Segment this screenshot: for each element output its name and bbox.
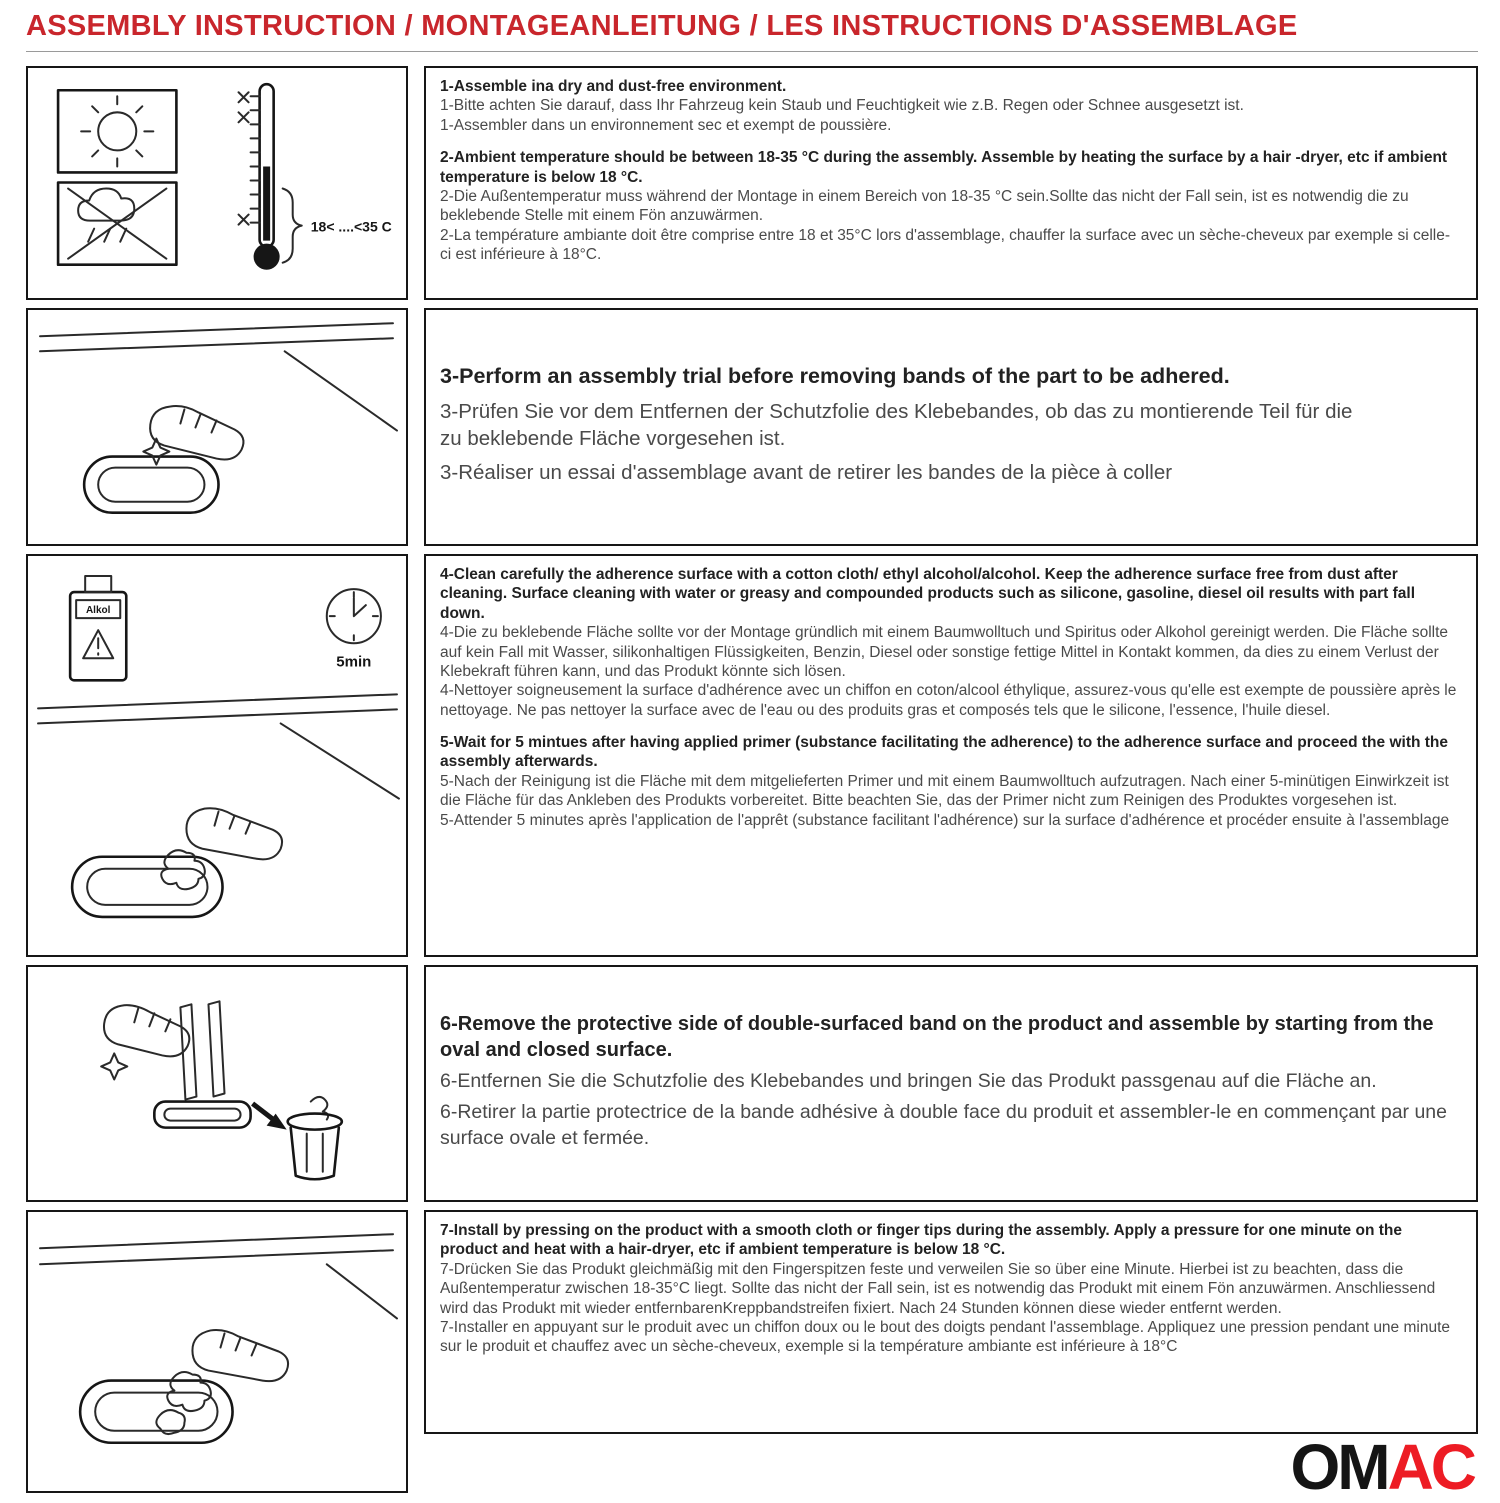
trim-part-oval	[72, 857, 222, 917]
illustration-assembly-trial	[26, 308, 408, 546]
row-step-6	[26, 965, 1478, 1202]
step-7-de: 7-Drücken Sie das Produkt gleichmäßig mit den Fingerspitzen feste und verweilen Sie so über eine Minute. Hierbei ist zu beachten, dass die Außentemperatur zwischen 18-35°C liegt. Sollte das nicht der Fall sein, ist es notwendig das Produkt mit einem Fön anzuwärmen. Anschliessend wird das Produkt mit wieder entfernbarenKreppbandstreifen fixiert. Nach 24 Stunden können diese wieder entfernt werden.	[440, 1260, 1436, 1317]
textbox-step-7	[424, 1210, 1478, 1434]
hand-icon	[101, 1005, 189, 1079]
logo-a: A	[1387, 1431, 1431, 1503]
step-5	[440, 733, 1460, 830]
clock-icon	[327, 589, 381, 670]
illustration-environment-temperature	[26, 66, 408, 300]
row-step-7	[26, 1210, 1478, 1503]
tape-strips	[180, 1001, 224, 1099]
row-step-1-2	[26, 66, 1478, 300]
logo-om: OM	[1290, 1431, 1388, 1503]
illustration-press-install	[26, 1210, 408, 1493]
step-7	[440, 1221, 1460, 1357]
remove-band-drawing	[28, 967, 406, 1200]
brand-footer	[424, 1431, 1478, 1503]
press-install-drawing	[28, 1212, 406, 1491]
step-2-en: 2-Ambient temperature should be between 18-35 °C during the assembly. Assemble by heating the surface by a hair -dryer, etc if ambient temperature is below 18 °C.	[440, 149, 1448, 186]
step-6-en: 6-Remove the protective side of double-surfaced band on the product and assemble by starting from the oval and closed surface.	[440, 1012, 1434, 1061]
step-3-en: 3-Perform an assembly trial before removing bands of the part to be adhered.	[440, 364, 1230, 389]
textbox-step-1-2	[424, 66, 1478, 300]
textbox-step-6	[424, 965, 1478, 1202]
row-step-4-5	[26, 554, 1478, 957]
step-6-de: 6-Entfernen Sie die Schutzfolie des Klebebandes und bringen Sie das Produkt passgenau auf die Fläche an.	[440, 1069, 1377, 1092]
step-4	[440, 565, 1460, 720]
omac-logo	[1290, 1431, 1474, 1503]
step-7-column	[424, 1210, 1478, 1503]
logo-c: C	[1430, 1431, 1474, 1503]
step-6	[440, 1011, 1460, 1157]
step-4-en: 4-Clean carefully the adherence surface with a cotton cloth/ ethyl alcohol/alcohol. Keep the adherence surface free from dust after cleaning. Surface cleaning with water or greasy and compounded products such as silicone, gasoline, diesel oil results with part fall down.	[440, 566, 1416, 622]
step-2-fr: 2-La température ambiante doit être comprise entre 18 et 35°C lors d'assemblage, chauffer la surface avec un sèche-cheveux par exemple si celle-ci est inférieure à 18°C.	[440, 226, 1451, 263]
wait-time-label: 5min	[336, 653, 372, 671]
textbox-step-4-5	[424, 554, 1478, 957]
step-6-fr: 6-Retirer la partie protectrice de la bande adhésive à double face du produit et assembler-le en commençant par une surface ovale et fermée.	[440, 1101, 1448, 1149]
row-step-3	[26, 308, 1478, 546]
trash-can-icon	[288, 1097, 342, 1179]
assembly-trial-drawing	[28, 310, 406, 544]
step-5-de: 5-Nach der Reinigung ist die Fläche mit dem mitgelieferten Primer und mit einem Baumwolltuch aufzutragen. Nach einer 5-minütigen Einwirkzeit ist die Fläche für das Ankleben des Produkts vorbereitet. Bitte beachten Sie, das der Primer nicht zum Reinigen des Produktes vorgesehen ist.	[440, 772, 1449, 810]
step-3-fr: 3-Réaliser un essai d'assemblage avant de retirer les bandes de la pièce à coller	[440, 460, 1173, 484]
door-trim-lines	[38, 694, 399, 798]
alcohol-label: Alkol	[85, 605, 111, 617]
step-5-fr: 5-Attender 5 minutes après l'application de l'apprêt (substance facilitant l'adhérence) sur la surface d'adhérence et procéder ensuite à l'assemblage	[440, 811, 1450, 829]
alcohol-bottle-icon	[70, 576, 126, 680]
step-3	[440, 362, 1460, 493]
step-4-fr: 4-Nettoyer soigneusement la surface d'adhérence avec un chiffon en coton/alcool éthylique, assurez-vous qu'elle est exempte de poussière après le nettoyage. Ne pas nettoyer la surface avec de l'eau ou des produits gras et composés tels que le silicone, l'essence, l'huile diesel.	[440, 682, 1457, 719]
step-5-en: 5-Wait for 5 mintues after having applied primer (substance facilitating the adherence) to the adherence surface and proceed the with the assembly afterwards.	[440, 734, 1448, 771]
step-3-de: 3-Prüfen Sie vor dem Entfernen der Schutzfolie des Klebebandes, ob das zu montierende Teil für die zu beklebende Fläche vorgesehen ist.	[440, 399, 1353, 450]
step-2-de: 2-Die Außentemperatur muss während der Montage in einem Bereich von 18-35 °C sein.Sollte das nicht der Fall sein, ist es notwendig die zu beklebende Stelle mit einem Fön anzuwärmen.	[440, 187, 1409, 225]
temp-range-label: 18< ....<35 C	[310, 218, 392, 235]
step-1-fr: 1-Assembler dans un environnement sec et exempt de poussière.	[440, 116, 892, 134]
clean-primer-drawing	[28, 556, 406, 955]
thermometer-icon	[239, 84, 392, 269]
no-rain-icon	[58, 182, 176, 264]
trim-part-oval	[84, 457, 218, 513]
step-1	[440, 77, 1460, 135]
product-part	[154, 1102, 250, 1128]
step-4-de: 4-Die zu beklebende Fläche sollte vor der Montage gründlich mit einem Baumwolltuch und Spiritus oder Alkohol gereinigt werden. Die Fläche sollte auf kein Fall mit Wasser, silikonhaltigen Flüssigkeiten, Benzin, Diesel oder sonstige fettige Mittel in Kontakt kommen, da dies zu einem Verlust der Klebekraft führen kann, und das Produkt könnte sich lösen.	[440, 624, 1449, 680]
door-trim-lines	[40, 323, 397, 430]
textbox-step-3	[424, 308, 1478, 546]
hand-with-cloth-icon	[156, 1330, 288, 1434]
environment-temperature-drawing	[28, 68, 406, 298]
step-1-en: 1-Assemble ina dry and dust-free environment.	[440, 78, 787, 95]
page-title: ASSEMBLY INSTRUCTION / MONTAGEANLEITUNG / LES INSTRUCTIONS D'ASSEMBLAGE	[26, 10, 1478, 52]
step-2	[440, 148, 1460, 264]
arrow-icon	[253, 1104, 287, 1130]
step-7-fr: 7-Installer en appuyant sur le produit avec un chiffon doux ou le bout des doigts pendant l'assemblage. Appliquez une pression pendant une minute sur le produit et chauffez avec un sèche-cheveux, exemple si la température ambiante est inférieure à 18°C	[440, 1318, 1451, 1356]
door-trim-lines	[40, 1234, 397, 1318]
illustration-remove-band	[26, 965, 408, 1202]
step-1-de: 1-Bitte achten Sie darauf, dass Ihr Fahrzeug kein Staub und Feuchtigkeit wie z.B. Regen oder Schnee ausgesetzt ist.	[440, 97, 1244, 115]
illustration-clean-primer	[26, 554, 408, 957]
sun-icon	[58, 90, 176, 172]
step-7-en: 7-Install by pressing on the product with a smooth cloth or finger tips during the assembly. Apply a pressure for one minute on the product and heat with a hair-dryer, etc if ambient temperature is below 18 °C.	[440, 1222, 1402, 1259]
